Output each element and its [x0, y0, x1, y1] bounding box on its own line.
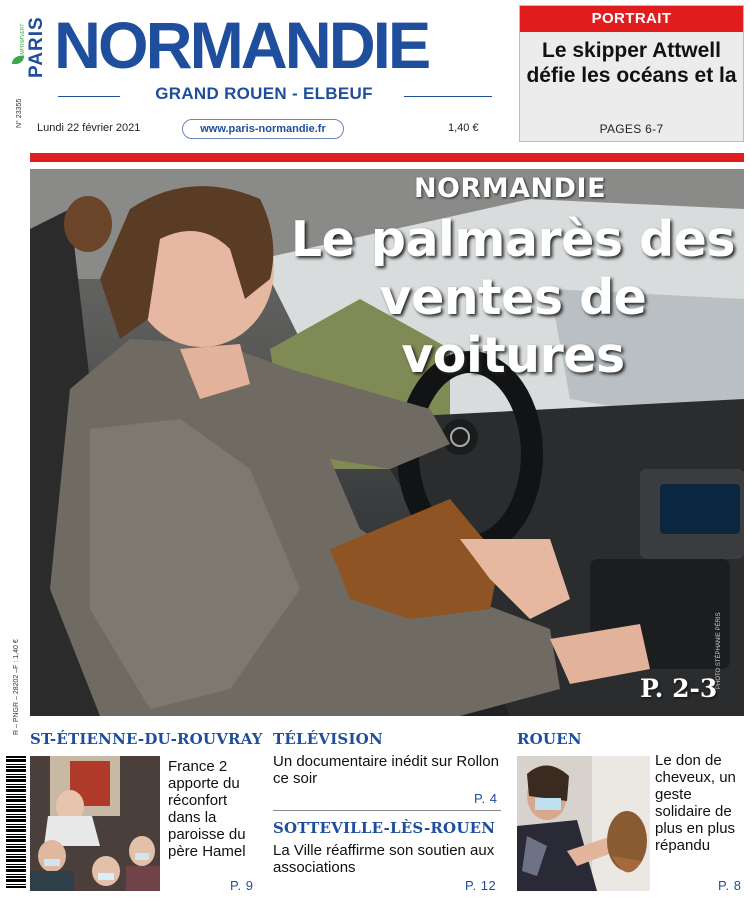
story-body-sotteville[interactable]: La Ville réaffirme son soutien aux associations: [273, 842, 495, 876]
issue-number: N° 23355: [16, 98, 23, 128]
cover-price: 1,40 €: [448, 122, 479, 134]
story-page-rouen: P. 8: [718, 878, 742, 893]
portrait-teaser[interactable]: [519, 5, 744, 142]
portrait-headline: Le skipper Attwell défie les océans et la: [526, 39, 737, 87]
portrait-section-label: PORTRAIT: [520, 6, 743, 32]
story-page-sotteville: P. 12: [465, 878, 497, 893]
leaf-icon: [12, 56, 24, 64]
red-divider: [30, 153, 744, 162]
story-divider: [273, 810, 501, 811]
story-heading-rouen: ROUEN: [517, 730, 582, 748]
masthead: [0, 0, 510, 150]
rouen-illustration: [517, 756, 650, 891]
photo-credit: PHOTO STÉPHANIE PÉRIS: [716, 612, 722, 689]
hero-pages: P. 2-3: [640, 674, 718, 703]
issue-date: Lundi 22 février 2021: [37, 122, 141, 134]
website-link[interactable]: www.paris-normandie.fr: [182, 119, 344, 139]
newspaper-title: NORMANDIE: [54, 8, 429, 82]
story-heading-st-etienne: ST-ÉTIENNE-DU-ROUVRAY: [30, 730, 263, 748]
portrait-pages: PAGES 6-7: [599, 122, 664, 136]
hero-kicker: NORMANDIE: [413, 173, 607, 204]
edition-rule-right: [404, 96, 492, 97]
barcode: [6, 756, 26, 888]
st-etienne-photo[interactable]: [30, 756, 160, 891]
st-etienne-illustration: [30, 756, 160, 891]
paris-label: PARIS: [26, 16, 47, 78]
story-heading-television: TÉLÉVISION: [273, 730, 383, 748]
edition-rule-left: [58, 96, 120, 97]
story-heading-sotteville: SOTTEVILLE-LÈS-ROUEN: [273, 819, 496, 837]
story-page-television: P. 4: [474, 791, 498, 806]
story-body-television[interactable]: Un documentaire inédit sur Rollon ce soir: [273, 753, 499, 787]
rouen-photo[interactable]: [517, 756, 650, 891]
story-page-st-etienne: P. 9: [230, 878, 254, 893]
story-body-rouen[interactable]: Le don de cheveux, un geste solidaire de plus en plus répandu: [655, 752, 736, 854]
story-body-st-etienne[interactable]: France 2 apporte du réconfort dans la paroisse du père Hamel: [168, 758, 246, 860]
hero-photo[interactable]: [30, 169, 744, 716]
imprim-vert-label: IMPRIM'VERT: [20, 23, 26, 56]
hero-headline: Le palmarès des ventes de voitures: [290, 211, 736, 384]
distribution-code: R – PNGR – 28202 –F : 1,40 €: [13, 639, 20, 735]
edition-label: GRAND ROUEN - ELBEUF: [155, 84, 373, 103]
